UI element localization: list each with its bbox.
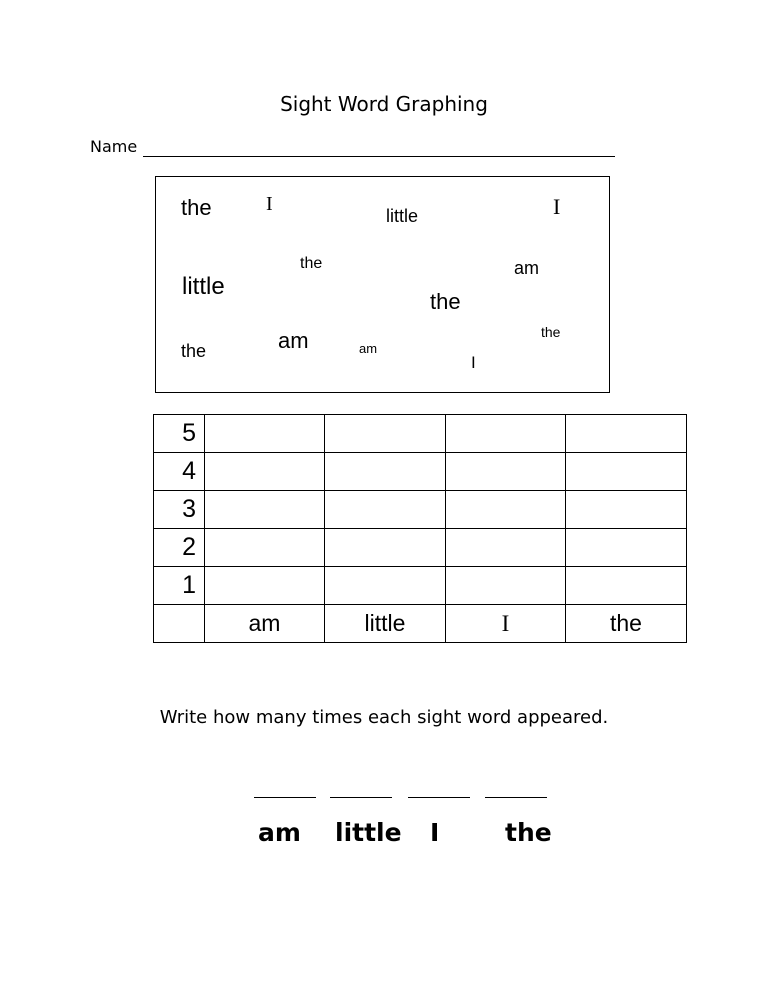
column-label: the — [566, 605, 687, 643]
scattered-word: I — [471, 353, 476, 372]
graph-cell[interactable] — [446, 567, 566, 605]
name-label: Name — [90, 137, 138, 156]
answer-blank-i[interactable] — [408, 797, 470, 798]
graph-cell[interactable] — [446, 453, 566, 491]
answer-blank-am[interactable] — [254, 797, 316, 798]
graph-cell[interactable] — [446, 415, 566, 453]
scattered-word: the — [541, 324, 561, 340]
graph-cell[interactable] — [325, 415, 446, 453]
graph-row — [154, 453, 687, 491]
graph-cell[interactable] — [566, 453, 687, 491]
scattered-word: I — [266, 193, 273, 215]
answer-blank-the[interactable] — [485, 797, 547, 798]
scattered-word: the — [181, 341, 207, 361]
graph-row — [154, 529, 687, 567]
answer-word: little — [335, 818, 402, 847]
graph-cell[interactable] — [325, 567, 446, 605]
graph-cell[interactable] — [205, 415, 325, 453]
column-label: am — [205, 605, 325, 643]
scattered-word: I — [553, 194, 561, 219]
graph-cell[interactable] — [566, 491, 687, 529]
row-number: 3 — [154, 491, 205, 529]
corner-cell — [154, 605, 205, 643]
graph-cell[interactable] — [205, 453, 325, 491]
row-number: 2 — [154, 529, 205, 567]
scattered-word: little — [386, 206, 419, 226]
row-number: 5 — [154, 415, 205, 453]
answer-word: the — [505, 818, 552, 847]
column-label: little — [325, 605, 446, 643]
graph-cell[interactable] — [325, 529, 446, 567]
scattered-word: am — [359, 341, 378, 356]
graph-cell[interactable] — [205, 491, 325, 529]
answer-word: am — [258, 818, 301, 847]
row-number: 1 — [154, 567, 205, 605]
row-number: 4 — [154, 453, 205, 491]
graph-cell[interactable] — [325, 453, 446, 491]
graph-row — [154, 567, 687, 605]
graph-cell[interactable] — [566, 567, 687, 605]
graph-cell[interactable] — [205, 529, 325, 567]
graph-cell[interactable] — [566, 415, 687, 453]
graph-cell[interactable] — [446, 491, 566, 529]
instruction-text: Write how many times each sight word appeared. — [159, 707, 609, 728]
page-title: Sight Word Graphing — [280, 92, 488, 116]
scattered-word: am — [514, 258, 540, 278]
graph-cell[interactable] — [205, 567, 325, 605]
graph-cell[interactable] — [325, 491, 446, 529]
scattered-word: the — [181, 195, 212, 220]
answer-blank-little[interactable] — [330, 797, 392, 798]
graph-cell[interactable] — [446, 529, 566, 567]
graph-row — [154, 491, 687, 529]
bar-graph-grid — [153, 414, 687, 643]
scattered-word: little — [182, 273, 225, 300]
scattered-word: the — [430, 289, 461, 314]
scattered-word: am — [278, 328, 309, 353]
scattered-word: the — [300, 255, 323, 272]
name-write-line — [143, 156, 615, 157]
graph-label-row — [154, 605, 687, 643]
graph-cell[interactable] — [566, 529, 687, 567]
graph-row — [154, 415, 687, 453]
column-label: I — [446, 605, 566, 643]
word-search-box — [155, 176, 610, 393]
answer-word: I — [430, 818, 440, 847]
